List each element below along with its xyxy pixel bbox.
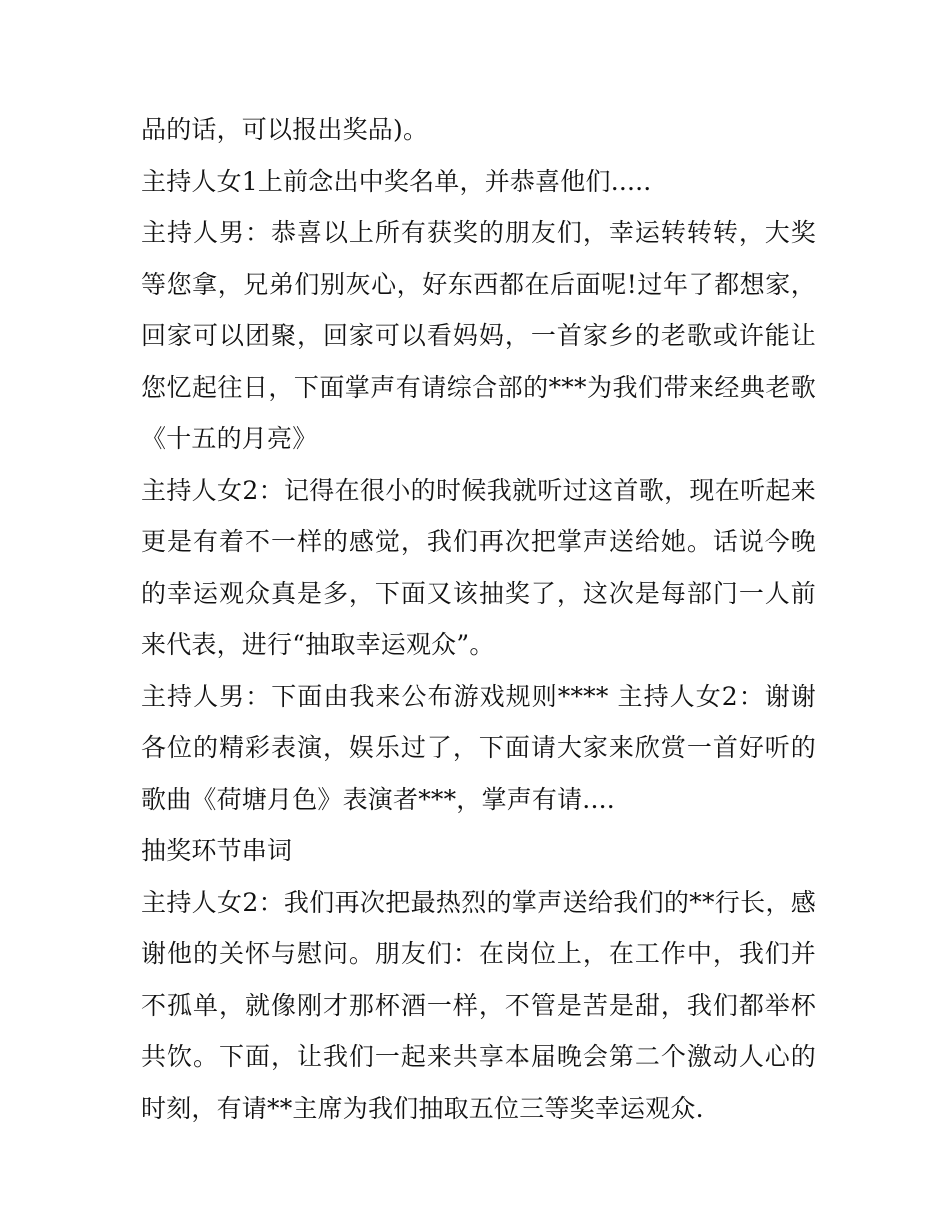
paragraph-host-male-congrats: 主持人男：恭喜以上所有获奖的朋友们，幸运转转转，大奖等您拿，兄弟们别灰心，好东西都在后面呢!过年了都想家，回家可以团聚，回家可以看妈妈，一首家乡的老歌或许能让您忆起往日，下面掌声有请综合部的***为我们带来经典老歌《十五的月亮》 (141, 218, 816, 453)
section-heading-lottery: 抽奖环节串词 (141, 836, 293, 865)
document-body (141, 104, 816, 1134)
paragraph-host-male-game-rules: 主持人男：下面由我来公布游戏规则**** 主持人女2：谢谢各位的精彩表演，娱乐过了，下面请大家来欣赏一首好听的歌曲《荷塘月色》表演者***，掌声有请.... (141, 681, 816, 814)
paragraph-host-female2-lucky-audience: 主持人女2：记得在很小的时候我就听过这首歌，现在听起来更是有着不一样的感觉，我们再次把掌声送给她。话说今晚的幸运观众真是多，下面又该抽奖了，这次是每部门一人前来代表，进行“抽取幸运观众”。 (141, 475, 816, 659)
paragraph-prize-announcement-end: 品的话，可以报出奖品)。 (141, 115, 429, 144)
paragraph-host-female1-winners: 主持人女1上前念出中奖名单，并恭喜他们..... (141, 166, 652, 196)
paragraph-host-female2-third-prize: 主持人女2：我们再次把最热烈的掌声送给我们的**行长，感谢他的关怀与慰问。朋友们：在岗位上，在工作中，我们并不孤单，就像刚才那杯酒一样，不管是苦是甜，我们都举杯共饮。下面，让我们一起来共享本届晚会第二个激动人心的时刻，有请**主席为我们抽取五位三等奖幸运观众. (141, 887, 816, 1123)
